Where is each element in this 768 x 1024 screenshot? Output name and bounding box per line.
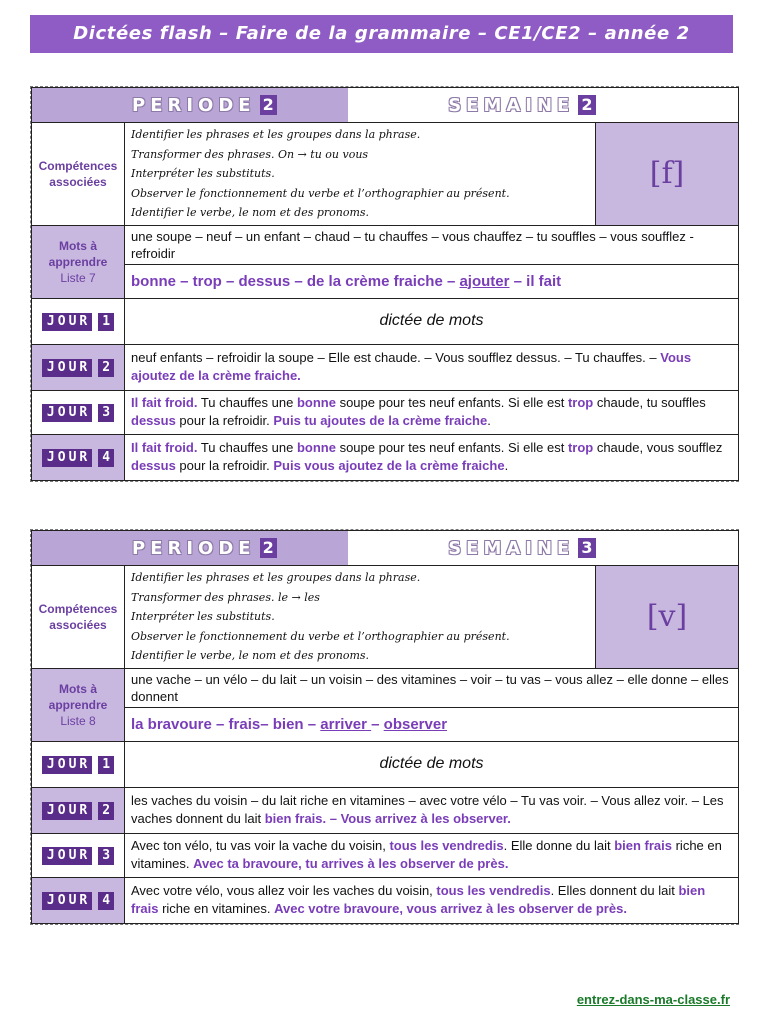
day-label-cell — [32, 298, 125, 344]
day-text-segment: les vaches du voisin – du lait riche en vitamines – avec votre vélo – Tu vas voir. – Vous allez voir. – Les vaches donnent du lait — [131, 793, 724, 826]
highlighted-text: bonne — [296, 440, 336, 455]
day-text-segment: chaude, vous soufflez — [593, 440, 723, 455]
day-number: 4 — [98, 449, 114, 467]
competences-label: Compétences associées — [32, 566, 125, 669]
highlighted-text: bien frais — [131, 883, 706, 916]
day-text-segment: . — [504, 458, 509, 473]
key-words — [125, 264, 739, 298]
semaine-number: 2 — [578, 95, 595, 115]
skill-item: Identifier les phrases et les groupes dans la phrase. — [131, 128, 421, 141]
highlighted-text: bien frais. – Vous arrivez à les observer. — [264, 811, 511, 826]
periode-number: 2 — [260, 95, 277, 115]
header-row — [32, 88, 596, 123]
day-label-cell — [32, 877, 125, 923]
week-table — [30, 86, 739, 482]
day-text-segment: . Elles donnent du lait — [550, 883, 679, 898]
day-text-segment: riche en vitamines. — [158, 901, 275, 916]
highlighted-text: bonne — [296, 395, 336, 410]
day-label: JOUR — [42, 404, 92, 422]
key-words-part: – — [371, 715, 384, 733]
day-content — [125, 833, 739, 877]
target-sound: [f] — [596, 123, 739, 226]
day-number: 3 — [98, 847, 114, 865]
key-word-underlined: arriver — [320, 715, 372, 733]
day-text-segment: soupe pour tes neuf enfants. Si elle est — [335, 395, 568, 410]
key-words-part: – il fait — [509, 272, 562, 290]
key-words-part: la bravoure – frais– bien – — [131, 715, 321, 733]
day-content — [125, 390, 739, 434]
key-word-underlined: observer — [383, 715, 448, 733]
semaine-label: SEMAINE — [448, 94, 575, 116]
day-content: dictée de mots — [125, 741, 739, 787]
mots-label-cell — [32, 225, 125, 298]
day-number: 1 — [98, 313, 114, 331]
periode-header — [32, 88, 348, 122]
day-text-segment: . — [487, 413, 491, 428]
skill-item: Identifier le verbe, le nom et des pronoms. — [131, 206, 370, 219]
skill-item: Interpréter les substituts. — [131, 610, 275, 623]
semaine-number: 3 — [578, 538, 595, 558]
semaine-header — [348, 88, 595, 122]
day-text-segment: . Elle donne du lait — [503, 838, 615, 853]
target-sound: [v] — [596, 566, 739, 669]
day-text-segment: pour la refroidir. — [175, 413, 274, 428]
semaine-label: SEMAINE — [448, 537, 575, 559]
day-label-cell — [32, 741, 125, 787]
semaine-header — [348, 531, 595, 565]
day-content — [125, 877, 739, 923]
day-label-cell — [32, 833, 125, 877]
day-label: JOUR — [42, 359, 92, 377]
words-list: une soupe – neuf – un enfant – chaud – tu chauffes – vous chauffez – tu souffles – vous soufflez - refroidir — [125, 225, 739, 264]
day-number: 1 — [98, 756, 114, 774]
footer-link[interactable]: entrez-dans-ma-classe.fr — [576, 992, 730, 1007]
highlighted-text: tous les vendredis — [389, 838, 504, 853]
day-number: 3 — [98, 404, 114, 422]
day-label-cell — [32, 787, 125, 833]
day-label-cell — [32, 344, 125, 390]
day-text-segment: soupe pour tes neuf enfants. Si elle est — [335, 440, 568, 455]
day-number: 2 — [98, 359, 114, 377]
skill-item: Observer le fonctionnement du verbe et l’orthographier au présent. — [131, 186, 510, 200]
skill-item: Interpréter les substituts. — [131, 167, 275, 180]
header-row — [32, 531, 596, 566]
highlighted-text: Il fait froid. — [131, 395, 198, 410]
day-number: 2 — [98, 802, 114, 820]
highlighted-text: Puis tu ajoutes de la crème fraiche — [273, 413, 488, 428]
day-text-segment: Avec votre vélo, vous allez voir les vaches du voisin, — [131, 883, 437, 898]
liste-label: Liste 7 — [60, 270, 96, 285]
week-table — [30, 529, 739, 925]
document-title: Dictées flash – Faire de la grammaire – CE1/CE2 – année 2 — [30, 15, 733, 53]
day-text-segment: Tu chauffes une — [197, 440, 297, 455]
key-words — [125, 707, 739, 741]
day-label: JOUR — [42, 449, 92, 467]
periode-header — [32, 531, 348, 565]
skill-item: Identifier le verbe, le nom et des pronoms. — [131, 649, 370, 662]
highlighted-text: dessus — [131, 458, 176, 473]
key-words-part: bonne – trop – dessus – de la crème fraiche – — [131, 272, 460, 290]
highlighted-text: dessus — [131, 413, 176, 428]
day-content: dictée de mots — [125, 298, 739, 344]
day-text-segment: chaude, tu souffles — [593, 395, 706, 410]
skill-item: Transformer des phrases. le → les — [131, 590, 320, 604]
highlighted-text: trop — [567, 395, 594, 410]
day-label-cell — [32, 390, 125, 434]
mots-label-cell — [32, 668, 125, 741]
day-text-segment: pour la refroidir. — [175, 458, 274, 473]
key-word-underlined: ajouter — [459, 272, 510, 290]
skill-item: Transformer des phrases. On → tu ou vous — [131, 147, 369, 161]
highlighted-text: Puis vous ajoutez de la crème fraiche — [273, 458, 505, 473]
day-text-segment: Tu chauffes une — [197, 395, 297, 410]
highlighted-text: Il fait froid. — [131, 440, 198, 455]
day-text-segment: Avec ton vélo, tu vas voir la vache du voisin, — [131, 838, 390, 853]
skills-list — [125, 566, 596, 669]
day-label: JOUR — [42, 892, 92, 910]
highlighted-text: Vous ajoutez de la crème fraiche. — [131, 350, 692, 383]
periode-label: PERIODE — [132, 537, 256, 559]
highlighted-text: trop — [567, 440, 594, 455]
day-text-segment: riche en vitamines. — [131, 838, 722, 871]
day-content — [125, 344, 739, 390]
highlighted-text: bien frais — [614, 838, 672, 853]
day-label: JOUR — [42, 313, 92, 331]
skill-item: Observer le fonctionnement du verbe et l’orthographier au présent. — [131, 629, 510, 643]
highlighted-text: Avec votre bravoure, vous arrivez à les observer de près. — [274, 901, 627, 916]
day-content — [125, 787, 739, 833]
mots-label: Mots à apprendre — [48, 681, 108, 712]
skills-list — [125, 123, 596, 226]
day-text-segment: neuf enfants – refroidir la soupe – Elle est chaude. – Vous soufflez dessus. – Tu chauffes. – — [131, 350, 661, 365]
day-label: JOUR — [42, 802, 92, 820]
skill-item: Identifier les phrases et les groupes dans la phrase. — [131, 571, 421, 584]
day-number: 4 — [98, 892, 114, 910]
day-label-cell — [32, 434, 125, 480]
highlighted-text: Avec ta bravoure, tu arrives à les observer de près. — [193, 856, 509, 871]
mots-label: Mots à apprendre — [48, 238, 108, 269]
day-content — [125, 434, 739, 480]
words-list: une vache – un vélo – du lait – un voisin – des vitamines – voir – tu vas – vous allez – elle donne – elles donnent — [125, 668, 739, 707]
competences-label: Compétences associées — [32, 123, 125, 226]
periode-label: PERIODE — [132, 94, 256, 116]
highlighted-text: tous les vendredis — [436, 883, 551, 898]
day-label: JOUR — [42, 847, 92, 865]
day-label: JOUR — [42, 756, 92, 774]
liste-label: Liste 8 — [60, 713, 96, 728]
periode-number: 2 — [260, 538, 277, 558]
